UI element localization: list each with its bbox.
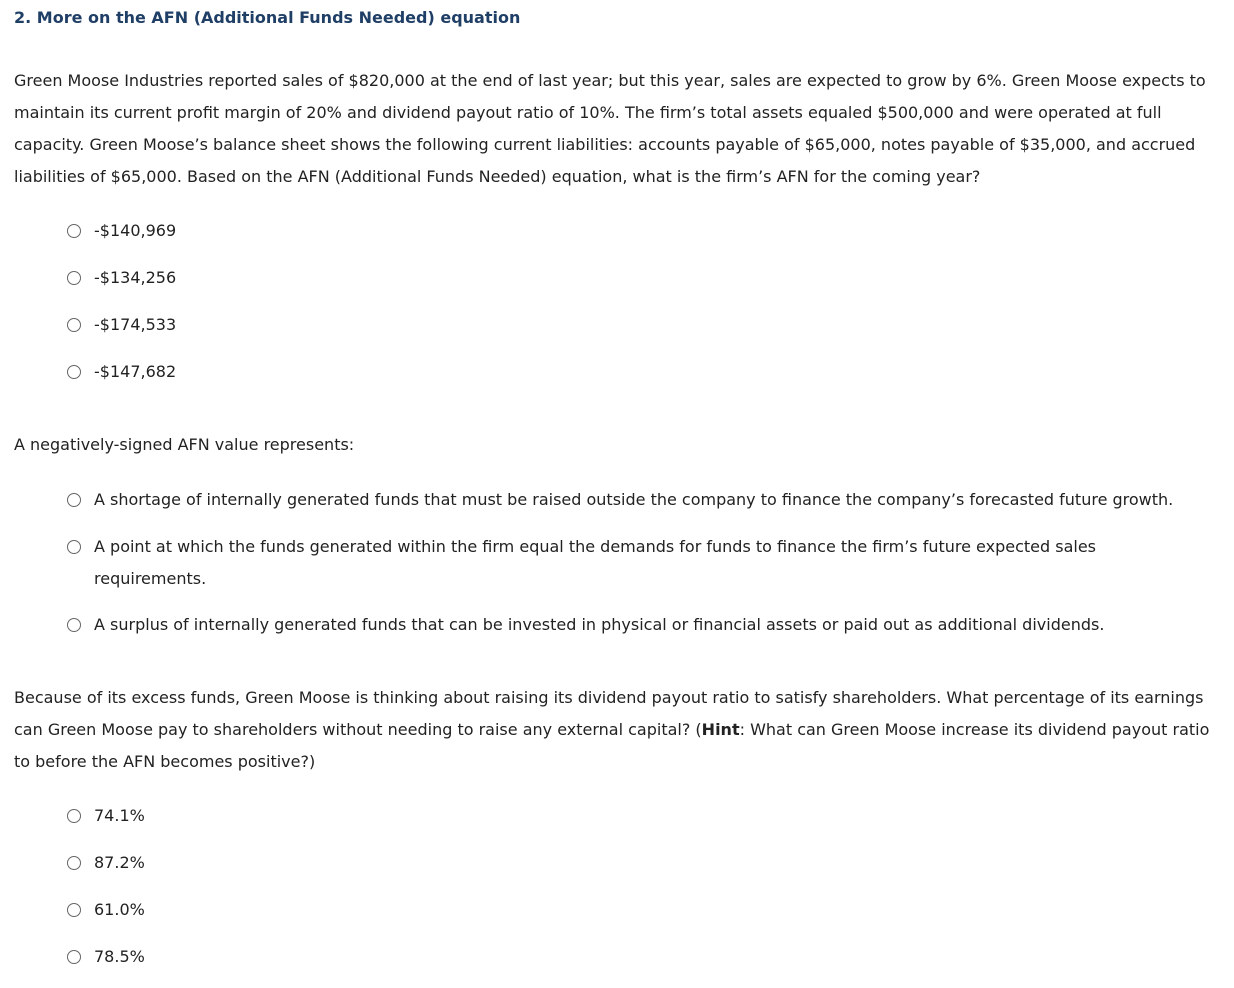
question-2-option-c[interactable] <box>67 609 1192 641</box>
question-3-option-c[interactable] <box>67 894 145 926</box>
option-label: -$134,256 <box>94 268 177 287</box>
question-3-prompt <box>14 682 1226 778</box>
question-1-option-c[interactable] <box>67 309 176 341</box>
option-label: 87.2% <box>94 853 145 872</box>
radio-button[interactable] <box>67 365 81 379</box>
radio-button[interactable] <box>67 809 81 823</box>
option-label: A point at which the funds generated within the firm equal the demands for funds to finance the firm’s future expected sales requirements. <box>94 537 1097 588</box>
question-2-option-b[interactable] <box>67 531 1192 595</box>
radio-button[interactable] <box>67 903 81 917</box>
question-3-prompt-end: : What can Green Moose increase its dividend payout ratio to before the AFN becomes positive?) <box>14 720 1210 771</box>
option-label: A surplus of internally generated funds that can be invested in physical or financial assets or paid out as additional dividends. <box>94 615 1105 634</box>
question-3-options <box>67 800 145 973</box>
option-label: A shortage of internally generated funds that must be raised outside the company to finance the company’s forecasted future growth. <box>94 490 1174 509</box>
question-3-prompt-start: Because of its excess funds, Green Moose is thinking about raising its dividend payout ratio to satisfy shareholders. What percentage of its earnings can Green Moose pay to shareholders without needing to raise any external capital? ( <box>14 688 1204 739</box>
option-label: 61.0% <box>94 900 145 919</box>
option-label: -$174,533 <box>94 315 177 334</box>
question-title: 2. More on the AFN (Additional Funds Needed) equation <box>14 8 521 27</box>
radio-button[interactable] <box>67 618 81 632</box>
radio-button[interactable] <box>67 950 81 964</box>
question-1-prompt: Green Moose Industries reported sales of $820,000 at the end of last year; but this year, sales are expected to grow by 6%. Green Moose expects to maintain its current profit margin of 20% and dividend payout ratio of 10%. The firm’s total assets equaled $500,000 and were operated at full capacity. Green Moose’s balance sheet shows the following current liabilities: accounts payable of $65,000, notes payable of $35,000, and accrued liabilities of $65,000. Based on the AFN (Additional Funds Needed) equation, what is the firm’s AFN for the coming year? <box>14 71 1206 186</box>
question-2-options <box>67 484 1192 641</box>
hint-label: Hint <box>701 720 740 739</box>
radio-button[interactable] <box>67 540 81 554</box>
question-1-options <box>67 215 176 388</box>
question-3-option-b[interactable] <box>67 847 145 879</box>
question-2-prompt: A negatively-signed AFN value represents: <box>14 435 355 454</box>
option-label: 74.1% <box>94 806 145 825</box>
option-label: -$140,969 <box>94 221 177 240</box>
question-1-option-a[interactable] <box>67 215 176 247</box>
radio-button[interactable] <box>67 271 81 285</box>
radio-button[interactable] <box>67 318 81 332</box>
question-1-option-b[interactable] <box>67 262 176 294</box>
question-1-option-d[interactable] <box>67 356 176 388</box>
question-2-option-a[interactable] <box>67 484 1192 516</box>
radio-button[interactable] <box>67 224 81 238</box>
option-label: -$147,682 <box>94 362 177 381</box>
question-3-option-d[interactable] <box>67 941 145 973</box>
question-3-option-a[interactable] <box>67 800 145 832</box>
radio-button[interactable] <box>67 493 81 507</box>
option-label: 78.5% <box>94 947 145 966</box>
radio-button[interactable] <box>67 856 81 870</box>
